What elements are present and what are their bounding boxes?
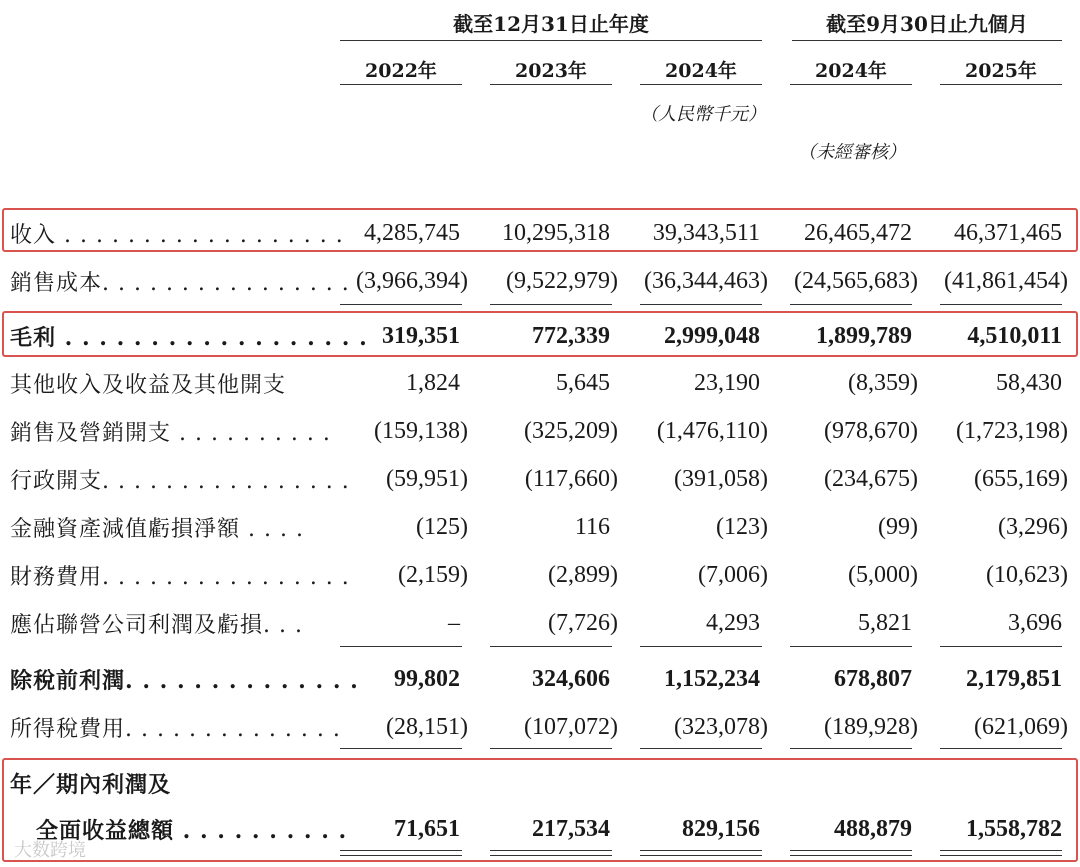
year-header-2025-nine-months: 2025年 [965,60,1037,82]
subtotal-rule [340,748,462,749]
row-label: 行政開支. . . . . . . . . . . . . . . . [10,469,350,494]
header-group-line-1 [340,40,762,41]
cell-value: 2,999,048 [664,323,760,349]
cell-value: (325,209) [524,418,618,444]
cell-value: (10,623) [986,562,1068,588]
table-row-admin-expenses [0,456,1080,504]
subtotal-rule [640,304,762,305]
cell-value: (655,169) [974,466,1068,492]
row-label: 毛利 . . . . . . . . . . . . . . . . . . [10,325,368,351]
cell-value: 3,696 [1008,610,1062,636]
row-label: 應佔聯營公司利潤及虧損. . . [10,613,303,638]
cell-value: 772,339 [532,323,610,349]
row-label: 財務費用. . . . . . . . . . . . . . . . [10,565,350,590]
subtotal-rule [490,304,612,305]
cell-value: 217,534 [532,816,610,842]
table-row-finance-costs [0,552,1080,600]
cell-value: (159,138) [374,418,468,444]
table-row-cost-of-sales [0,258,1080,306]
cell-value: (107,072) [524,714,618,740]
cell-value: 39,343,511 [652,220,760,246]
cell-value: (391,058) [674,466,768,492]
cell-value: 1,899,789 [816,323,912,349]
cell-value: 4,293 [706,610,760,636]
table-row-gross-profit [0,313,1080,361]
table-row-total-comprehensive-income [0,760,1080,860]
cell-value: 58,430 [996,370,1062,396]
row-label: 銷售及營銷開支 . . . . . . . . . . [10,421,331,446]
cell-value: 5,645 [556,370,610,396]
cell-value: – [448,610,460,636]
row-label: 所得稅費用. . . . . . . . . . . . . . [10,717,341,742]
year-header-2023: 2023年 [515,60,587,82]
cell-value: (323,078) [674,714,768,740]
cell-value: (123) [716,514,768,540]
watermark-logo: 大数跨境 [14,840,86,861]
year-header-2024: 2024年 [665,60,737,82]
row-label: 收入 . . . . . . . . . . . . . . . . . . [10,223,344,248]
cell-value: (621,069) [974,714,1068,740]
cell-value: (234,675) [824,466,918,492]
cell-value: (117,660) [524,466,618,492]
cell-value: 4,510,011 [967,323,1062,349]
table-row-impairment-losses [0,504,1080,552]
unaudited-note: （未經審核） [798,142,906,163]
total-double-rule [790,850,912,856]
cell-value: 46,371,465 [954,220,1062,246]
row-label-line-2: 全面收益總額 . . . . . . . . . . [36,818,348,844]
table-row-selling-expenses [0,408,1080,456]
cell-value: 488,879 [834,816,912,842]
cell-value: (5,000) [848,562,918,588]
year-underline [640,84,762,85]
subtotal-rule [640,748,762,749]
subtotal-rule [340,646,462,647]
cell-value: 5,821 [858,610,912,636]
year-underline [940,84,1062,85]
cell-value: (28,151) [386,714,468,740]
cell-value: (2,899) [548,562,618,588]
cell-value: (3,966,394) [356,268,468,294]
cell-value: (24,565,683) [794,268,918,294]
year-header-2022: 2022年 [365,60,437,82]
header-group-line-2 [792,40,1062,41]
cell-value: (41,861,454) [944,268,1068,294]
row-label: 除稅前利潤. . . . . . . . . . . . . . [10,668,359,694]
currency-note: （人民幣千元） [640,104,766,125]
subtotal-rule [940,748,1062,749]
cell-value: 1,152,234 [664,666,760,692]
subtotal-rule [790,646,912,647]
year-header-2024-nine-months: 2024年 [815,60,887,82]
subtotal-rule [790,748,912,749]
subtotal-rule [940,646,1062,647]
row-label-line-1: 年／期內利潤及 [10,772,172,798]
row-label: 金融資產減值虧損淨額 . . . . [10,517,304,542]
cell-value: 10,295,318 [502,220,610,246]
cell-value: (2,159) [398,562,468,588]
cell-value: 829,156 [682,816,760,842]
subtotal-rule [340,304,462,305]
cell-value: (36,344,463) [644,268,768,294]
cell-value: 319,351 [382,323,460,349]
cell-value: 99,802 [394,666,460,692]
total-double-rule [640,850,762,856]
header-group-year-ended: 截至12月31日止年度 [453,12,649,36]
cell-value: 2,179,851 [966,666,1062,692]
year-underline [790,84,912,85]
year-underline [490,84,612,85]
table-row-share-of-associates [0,600,1080,648]
cell-value: (978,670) [824,418,918,444]
cell-value: (125) [416,514,468,540]
total-double-rule [940,850,1062,856]
cell-value: (59,951) [386,466,468,492]
table-row-other-income [0,360,1080,408]
cell-value: (7,726) [548,610,618,636]
subtotal-rule [940,304,1062,305]
cell-value: (1,723,198) [956,418,1068,444]
header-group-nine-months: 截至9月30日止九個月 [826,12,1028,36]
cell-value: (189,928) [824,714,918,740]
cell-value: 71,651 [394,816,460,842]
table-row-revenue [0,210,1080,258]
table-row-income-tax [0,704,1080,752]
row-label: 銷售成本. . . . . . . . . . . . . . . . [10,271,350,296]
cell-value: 23,190 [694,370,760,396]
row-label: 其他收入及收益及其他開支 [10,373,287,398]
cell-value: (3,296) [998,514,1068,540]
subtotal-rule [790,304,912,305]
cell-value: 1,558,782 [966,816,1062,842]
cell-value: 26,465,472 [804,220,912,246]
cell-value: 678,807 [834,666,912,692]
cell-value: 324,606 [532,666,610,692]
cell-value: (7,006) [698,562,768,588]
cell-value: (9,522,979) [506,268,618,294]
subtotal-rule [640,646,762,647]
cell-value: (99) [878,514,918,540]
subtotal-rule [490,748,612,749]
cell-value: 4,285,745 [364,220,460,246]
table-row-profit-before-tax [0,656,1080,704]
cell-value: 1,824 [406,370,460,396]
cell-value: 116 [574,514,610,540]
cell-value: (8,359) [848,370,918,396]
cell-value: (1,476,110) [656,418,768,444]
subtotal-rule [490,646,612,647]
total-double-rule [490,850,612,856]
total-double-rule [340,850,462,856]
year-underline [340,84,462,85]
